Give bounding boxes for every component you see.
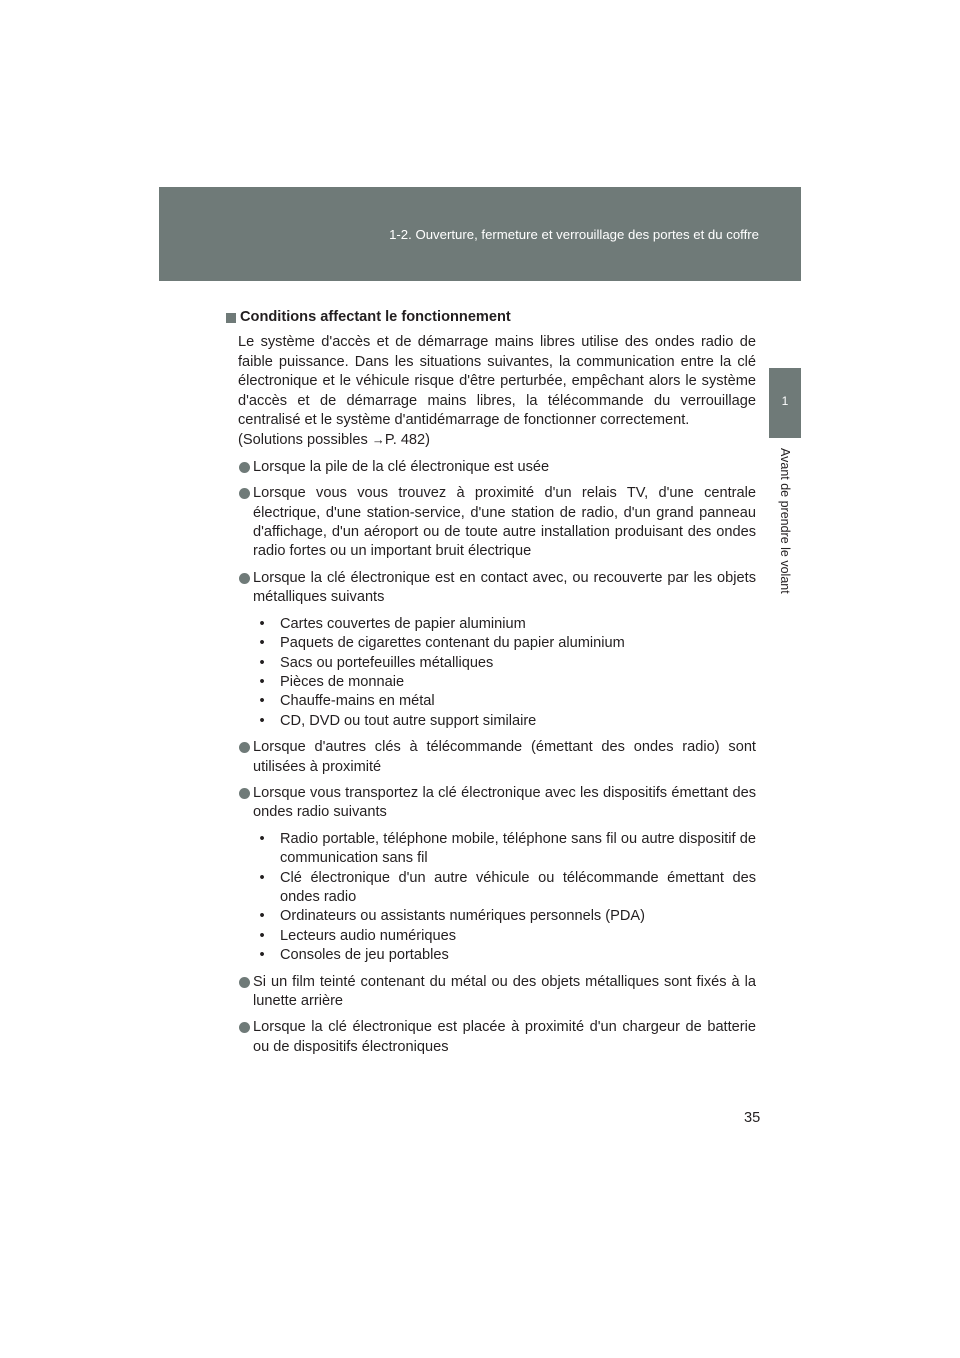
chapter-label-text: Avant de prendre le volant xyxy=(778,448,792,594)
condition-text: Lorsque vous vous trouvez à proximité d'un relais TV, d'une centrale électrique, d'une station-service, d'une station de radio, d'un grand panneau d'affichage, d'un aéroport ou de toute autre installation produisant des ondes radio fortes ou un important bruit électrique xyxy=(253,485,756,560)
section-heading-text: Conditions affectant le fonctionnement xyxy=(240,309,511,325)
condition-text: Lorsque la pile de la clé électronique est usée xyxy=(253,458,550,475)
sub-list-item xyxy=(253,654,756,673)
condition-list xyxy=(226,458,756,1057)
sub-list-item xyxy=(253,673,756,692)
section-heading xyxy=(226,308,756,327)
round-bullet-icon xyxy=(239,977,250,988)
sub-item-text: Consoles de jeu portables xyxy=(280,947,449,964)
sub-item-text: Lecteurs audio numériques xyxy=(280,927,457,944)
bullet-dot-icon: • xyxy=(259,615,265,632)
chapter-tab xyxy=(769,368,801,438)
sub-item-text: Clé électronique d'un autre véhicule ou télécommande émettant des ondes radio xyxy=(280,869,756,905)
round-bullet-icon xyxy=(239,788,250,799)
condition-item xyxy=(226,973,756,1012)
sub-item-text: Sacs ou portefeuilles métalliques xyxy=(280,654,494,671)
sub-list-item xyxy=(253,907,756,926)
condition-text: Lorsque vous transportez la clé électronique avec les dispositifs émettant des ondes radio suivants xyxy=(253,784,756,821)
condition-item xyxy=(226,738,756,777)
chapter-label xyxy=(772,448,798,620)
arrow-right-icon: → xyxy=(371,432,385,448)
sub-list-item xyxy=(253,692,756,711)
sub-list-item xyxy=(253,869,756,908)
sub-list-item xyxy=(253,830,756,869)
reference-prefix: (Solutions possibles xyxy=(238,432,372,449)
sub-item-text: Chauffe-mains en métal xyxy=(280,693,435,710)
bullet-dot-icon: • xyxy=(259,654,265,671)
page-number: 35 xyxy=(744,1110,761,1126)
round-bullet-icon xyxy=(239,1022,250,1033)
round-bullet-icon xyxy=(239,462,250,473)
sub-list-item xyxy=(253,634,756,653)
sub-list xyxy=(226,615,756,731)
bullet-dot-icon: • xyxy=(259,869,265,886)
round-bullet-icon xyxy=(239,488,250,499)
sub-list xyxy=(226,830,756,966)
round-bullet-icon xyxy=(239,742,250,753)
condition-item xyxy=(226,484,756,562)
sub-list-item xyxy=(253,712,756,731)
condition-text: Lorsque la clé électronique est placée à proximité d'un chargeur de batterie ou de dispositifs électroniques xyxy=(253,1019,756,1055)
page-content xyxy=(226,308,756,1057)
sub-item-text: Pièces de monnaie xyxy=(280,673,405,690)
bullet-dot-icon: • xyxy=(259,927,265,944)
sub-item-text: Ordinateurs ou assistants numériques personnels (PDA) xyxy=(280,908,646,925)
bullet-dot-icon: • xyxy=(259,830,265,847)
sub-list-item xyxy=(253,927,756,946)
bullet-dot-icon: • xyxy=(259,947,265,964)
reference xyxy=(238,432,430,448)
bullet-dot-icon: • xyxy=(259,693,265,710)
sub-item-text: CD, DVD ou tout autre support similaire xyxy=(280,712,537,729)
reference-page: P. 482) xyxy=(384,432,431,449)
bullet-dot-icon: • xyxy=(259,712,265,729)
bullet-dot-icon: • xyxy=(259,635,265,652)
bullet-dot-icon: • xyxy=(259,673,265,690)
bullet-dot-icon: • xyxy=(259,908,265,925)
sub-list-item xyxy=(253,946,756,965)
condition-item xyxy=(226,784,756,823)
intro-text: Le système d'accès et de démarrage mains libres utilise des ondes radio de faible puissance. Dans les situations suivantes, la communication entre la clé électronique et le véhicule risque d'être perturbée, empêchant alors le système d'accès et de démarrage mains libres, la télécommande du verrouillage centralisé et le système d'antidémarrage de fonctionner correctement. xyxy=(238,334,756,429)
condition-item xyxy=(226,569,756,608)
square-bullet-icon xyxy=(226,313,236,323)
condition-text: Si un film teinté contenant du métal ou des objets métalliques sont fixés à la lunette arrière xyxy=(253,973,756,1009)
condition-text: Lorsque la clé électronique est en contact avec, ou recouverte par les objets métalliques suivants xyxy=(253,569,756,606)
chapter-number: 1 xyxy=(781,394,789,408)
sub-item-text: Paquets de cigarettes contenant du papier aluminium xyxy=(280,635,625,652)
condition-text: Lorsque d'autres clés à télécommande (émettant des ondes radio) sont utilisées à proximité xyxy=(253,739,756,775)
header-title: 1-2. Ouverture, fermeture et verrouillage des portes et du coffre xyxy=(389,227,759,242)
condition-item xyxy=(226,1018,756,1057)
intro-paragraph xyxy=(238,333,756,450)
sub-list-item xyxy=(253,615,756,634)
round-bullet-icon xyxy=(239,573,250,584)
chapter-header xyxy=(159,187,801,281)
sub-item-text: Cartes couvertes de papier aluminium xyxy=(280,615,526,632)
condition-item xyxy=(226,458,756,477)
sub-item-text: Radio portable, téléphone mobile, téléphone sans fil ou autre dispositif de communication sans fil xyxy=(280,830,756,867)
